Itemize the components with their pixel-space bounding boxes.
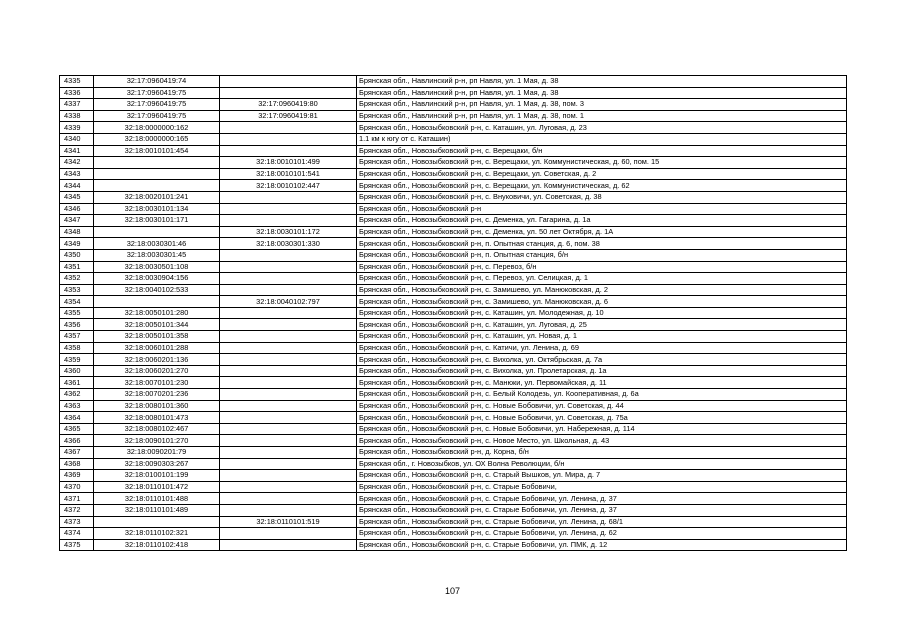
building-cadastral-cell [220, 481, 357, 493]
building-cadastral-cell [220, 87, 357, 99]
table-row [60, 342, 847, 354]
building-cadastral-cell [220, 400, 357, 412]
table-row [60, 528, 847, 540]
row-number-cell: 4351 [60, 261, 94, 273]
building-cadastral-cell [220, 423, 357, 435]
table-row [60, 261, 847, 273]
building-cadastral-cell [220, 539, 357, 551]
table-row [60, 412, 847, 424]
parcel-cadastral-cell: 32:18:0000000:162 [94, 122, 220, 134]
building-cadastral-cell: 32:18:0030101:172 [220, 226, 357, 238]
parcel-cadastral-cell: 32:18:0030301:46 [94, 238, 220, 250]
row-number-cell: 4372 [60, 504, 94, 516]
building-cadastral-cell: 32:18:0030301:330 [220, 238, 357, 250]
table-row [60, 203, 847, 215]
parcel-cadastral-cell: 32:18:0030101:134 [94, 203, 220, 215]
address-cell: Брянская обл., Новозыбковский р-н, с. Новые Бобовичи, ул. Советская, д. 44 [357, 400, 847, 412]
parcel-cadastral-cell: 32:18:0110101:488 [94, 493, 220, 505]
row-number-cell: 4366 [60, 435, 94, 447]
building-cadastral-cell: 32:18:0010101:541 [220, 168, 357, 180]
row-number-cell: 4340 [60, 133, 94, 145]
building-cadastral-cell [220, 122, 357, 134]
parcel-cadastral-cell [94, 226, 220, 238]
address-cell: Брянская обл., Новозыбковский р-н, с. Каташин, ул. Новая, д. 1 [357, 331, 847, 343]
parcel-cadastral-cell [94, 516, 220, 528]
table-row [60, 226, 847, 238]
table-row [60, 331, 847, 343]
row-number-cell: 4347 [60, 215, 94, 227]
table-row [60, 481, 847, 493]
parcel-cadastral-cell: 32:18:0110102:418 [94, 539, 220, 551]
address-cell: Брянская обл., Новозыбковский р-н, д. Корна, б/н [357, 447, 847, 459]
parcel-cadastral-cell: 32:18:0050101:344 [94, 319, 220, 331]
building-cadastral-cell [220, 447, 357, 459]
row-number-cell: 4348 [60, 226, 94, 238]
address-cell: Брянская обл., Новозыбковский р-н, с. Каташин, ул. Молодежная, д. 10 [357, 307, 847, 319]
table-row [60, 354, 847, 366]
parcel-cadastral-cell: 32:18:0090101:270 [94, 435, 220, 447]
table-row [60, 423, 847, 435]
row-number-cell: 4364 [60, 412, 94, 424]
parcel-cadastral-cell: 32:18:0080101:473 [94, 412, 220, 424]
row-number-cell: 4361 [60, 377, 94, 389]
row-number-cell: 4343 [60, 168, 94, 180]
row-number-cell: 4342 [60, 157, 94, 169]
row-number-cell: 4367 [60, 447, 94, 459]
page-number: 107 [444, 586, 461, 596]
address-cell: Брянская обл., Новозыбковский р-н, с. Манюки, ул. Первомайская, д. 11 [357, 377, 847, 389]
table-row [60, 145, 847, 157]
parcel-cadastral-cell: 32:18:0060201:270 [94, 365, 220, 377]
table-row [60, 122, 847, 134]
table-row [60, 377, 847, 389]
table-row [60, 447, 847, 459]
row-number-cell: 4357 [60, 331, 94, 343]
table-row [60, 110, 847, 122]
building-cadastral-cell [220, 493, 357, 505]
address-cell: Брянская обл., Новозыбковский р-н [357, 203, 847, 215]
row-number-cell: 4336 [60, 87, 94, 99]
address-cell: Брянская обл., Новозыбковский р-н, с. Верещаки, б/н [357, 145, 847, 157]
parcel-cadastral-cell: 32:18:0040102:533 [94, 284, 220, 296]
building-cadastral-cell [220, 133, 357, 145]
building-cadastral-cell [220, 377, 357, 389]
table-row [60, 435, 847, 447]
table-body [60, 76, 847, 551]
table-row [60, 284, 847, 296]
address-cell: Брянская обл., Новозыбковский р-н, с. Старые Бобовичи, ул. Ленина, д. 37 [357, 493, 847, 505]
parcel-cadastral-cell: 32:18:0090303:267 [94, 458, 220, 470]
address-cell: Брянская обл., Новозыбковский р-н, с. Внуковичи, ул. Советская, д. 38 [357, 191, 847, 203]
parcel-cadastral-cell: 32:17:0960419:75 [94, 110, 220, 122]
table-row [60, 458, 847, 470]
address-cell: Брянская обл., Навлинский р-н, рп Навля, ул. 1 Мая, д. 38, пом. 3 [357, 99, 847, 111]
building-cadastral-cell [220, 528, 357, 540]
parcel-cadastral-cell: 32:18:0110102:321 [94, 528, 220, 540]
table-row [60, 493, 847, 505]
row-number-cell: 4356 [60, 319, 94, 331]
table-row [60, 238, 847, 250]
parcel-cadastral-cell: 32:18:0060101:288 [94, 342, 220, 354]
address-cell: 1.1 км к югу от с. Каташин) [357, 133, 847, 145]
address-cell: Брянская обл., Новозыбковский р-н, с. Каташин, ул. Луговая, д. 23 [357, 122, 847, 134]
table-row [60, 133, 847, 145]
address-cell: Брянская обл., Новозыбковский р-н, с. Новые Бобовичи, ул. Набережная, д. 114 [357, 423, 847, 435]
table-row [60, 273, 847, 285]
table-row [60, 99, 847, 111]
building-cadastral-cell [220, 412, 357, 424]
building-cadastral-cell: 32:18:0110101:519 [220, 516, 357, 528]
row-number-cell: 4335 [60, 76, 94, 88]
row-number-cell: 4365 [60, 423, 94, 435]
row-number-cell: 4345 [60, 191, 94, 203]
address-cell: Брянская обл., Новозыбковский р-н, с. Перевоз, ул. Селицкая, д. 1 [357, 273, 847, 285]
parcel-cadastral-cell [94, 180, 220, 192]
address-cell: Брянская обл., Новозыбковский р-н, с. Перевоз, б/н [357, 261, 847, 273]
building-cadastral-cell [220, 342, 357, 354]
address-cell: Брянская обл., Новозыбковский р-н, с. Вихолка, ул. Октябрьская, д. 7а [357, 354, 847, 366]
parcel-cadastral-cell: 32:18:0020101:241 [94, 191, 220, 203]
table-row [60, 215, 847, 227]
row-number-cell: 4359 [60, 354, 94, 366]
row-number-cell: 4353 [60, 284, 94, 296]
table-row [60, 168, 847, 180]
parcel-cadastral-cell: 32:18:0080102:467 [94, 423, 220, 435]
address-cell: Брянская обл., Новозыбковский р-н, с. Катичи, ул. Ленина, д. 69 [357, 342, 847, 354]
property-registry-table [59, 75, 847, 551]
address-cell: Брянская обл., Навлинский р-н, рп Навля, ул. 1 Мая, д. 38 [357, 76, 847, 88]
row-number-cell: 4355 [60, 307, 94, 319]
building-cadastral-cell [220, 284, 357, 296]
address-cell: Брянская обл., Навлинский р-н, рп Навля, ул. 1 Мая, д. 38 [357, 87, 847, 99]
table-row [60, 296, 847, 308]
address-cell: Брянская обл., Новозыбковский р-н, с. Новое Место, ул. Школьная, д. 43 [357, 435, 847, 447]
address-cell: Брянская обл., Новозыбковский р-н, с. Старые Бобовичи, ул. Ленина, д. 62 [357, 528, 847, 540]
parcel-cadastral-cell: 32:18:0060201:136 [94, 354, 220, 366]
address-cell: Брянская обл., Новозыбковский р-н, с. Деменка, ул. Гагарина, д. 1а [357, 215, 847, 227]
row-number-cell: 4338 [60, 110, 94, 122]
parcel-cadastral-cell: 32:18:0100101:199 [94, 470, 220, 482]
table-row [60, 76, 847, 88]
building-cadastral-cell [220, 307, 357, 319]
address-cell: Брянская обл., г. Новозыбков, ул. ОХ Волна Революции, б/н [357, 458, 847, 470]
building-cadastral-cell [220, 203, 357, 215]
address-cell: Брянская обл., Новозыбковский р-н, с. Замишево, ул. Манюковская, д. 2 [357, 284, 847, 296]
parcel-cadastral-cell [94, 157, 220, 169]
parcel-cadastral-cell: 32:18:0030301:45 [94, 249, 220, 261]
building-cadastral-cell [220, 249, 357, 261]
row-number-cell: 4360 [60, 365, 94, 377]
building-cadastral-cell [220, 191, 357, 203]
address-cell: Брянская обл., Новозыбковский р-н, с. Каташин, ул. Луговая, д. 25 [357, 319, 847, 331]
parcel-cadastral-cell: 32:18:0050101:280 [94, 307, 220, 319]
row-number-cell: 4375 [60, 539, 94, 551]
building-cadastral-cell: 32:17:0960419:81 [220, 110, 357, 122]
address-cell: Брянская обл., Новозыбковский р-н, п. Опытная станция, д. 6, пом. 38 [357, 238, 847, 250]
table-row [60, 249, 847, 261]
building-cadastral-cell: 32:17:0960419:80 [220, 99, 357, 111]
address-cell: Брянская обл., Новозыбковский р-н, с. Вихолка, ул. Пролетарская, д. 1а [357, 365, 847, 377]
building-cadastral-cell [220, 273, 357, 285]
table-row [60, 400, 847, 412]
table-row [60, 87, 847, 99]
parcel-cadastral-cell: 32:18:0070101:230 [94, 377, 220, 389]
address-cell: Брянская обл., Новозыбковский р-н, с. Деменка, ул. 50 лет Октября, д. 1А [357, 226, 847, 238]
parcel-cadastral-cell: 32:18:0080101:360 [94, 400, 220, 412]
row-number-cell: 4374 [60, 528, 94, 540]
building-cadastral-cell: 32:18:0010101:499 [220, 157, 357, 169]
row-number-cell: 4373 [60, 516, 94, 528]
parcel-cadastral-cell: 32:18:0110101:489 [94, 504, 220, 516]
table-row [60, 157, 847, 169]
building-cadastral-cell [220, 319, 357, 331]
table-row [60, 180, 847, 192]
row-number-cell: 4368 [60, 458, 94, 470]
parcel-cadastral-cell: 32:18:0030101:171 [94, 215, 220, 227]
row-number-cell: 4337 [60, 99, 94, 111]
address-cell: Брянская обл., Новозыбковский р-н, с. Верещаки, ул. Коммунистическая, д. 60, пом. 15 [357, 157, 847, 169]
address-cell: Брянская обл., Новозыбковский р-н, с. Старые Бобовичи, [357, 481, 847, 493]
row-number-cell: 4349 [60, 238, 94, 250]
table-row [60, 389, 847, 401]
row-number-cell: 4339 [60, 122, 94, 134]
parcel-cadastral-cell: 32:18:0110101:472 [94, 481, 220, 493]
address-cell: Брянская обл., Новозыбковский р-н, с. Верещаки, ул. Советская, д. 2 [357, 168, 847, 180]
building-cadastral-cell [220, 470, 357, 482]
building-cadastral-cell [220, 365, 357, 377]
parcel-cadastral-cell: 32:17:0960419:74 [94, 76, 220, 88]
row-number-cell: 4362 [60, 389, 94, 401]
table-row [60, 539, 847, 551]
row-number-cell: 4354 [60, 296, 94, 308]
building-cadastral-cell [220, 145, 357, 157]
building-cadastral-cell [220, 331, 357, 343]
building-cadastral-cell [220, 354, 357, 366]
parcel-cadastral-cell: 32:17:0960419:75 [94, 87, 220, 99]
building-cadastral-cell [220, 261, 357, 273]
building-cadastral-cell [220, 215, 357, 227]
building-cadastral-cell: 32:18:0040102:797 [220, 296, 357, 308]
building-cadastral-cell: 32:18:0010102:447 [220, 180, 357, 192]
table-row [60, 365, 847, 377]
parcel-cadastral-cell: 32:17:0960419:75 [94, 99, 220, 111]
address-cell: Брянская обл., Новозыбковский р-н, с. Новые Бобовичи, ул. Советская, д. 75а [357, 412, 847, 424]
table-row [60, 191, 847, 203]
row-number-cell: 4344 [60, 180, 94, 192]
parcel-cadastral-cell: 32:18:0030501:108 [94, 261, 220, 273]
row-number-cell: 4352 [60, 273, 94, 285]
address-cell: Брянская обл., Новозыбковский р-н, с. Старый Вышков, ул. Мира, д. 7 [357, 470, 847, 482]
parcel-cadastral-cell: 32:18:0070201:236 [94, 389, 220, 401]
table-row [60, 516, 847, 528]
row-number-cell: 4350 [60, 249, 94, 261]
table-row [60, 470, 847, 482]
address-cell: Брянская обл., Новозыбковский р-н, с. Старые Бобовичи, ул. ПМК, д. 12 [357, 539, 847, 551]
parcel-cadastral-cell [94, 296, 220, 308]
building-cadastral-cell [220, 389, 357, 401]
row-number-cell: 4346 [60, 203, 94, 215]
table-row [60, 319, 847, 331]
row-number-cell: 4341 [60, 145, 94, 157]
parcel-cadastral-cell: 32:18:0010101:454 [94, 145, 220, 157]
building-cadastral-cell [220, 435, 357, 447]
parcel-cadastral-cell: 32:18:0050101:358 [94, 331, 220, 343]
parcel-cadastral-cell: 32:18:0000000:165 [94, 133, 220, 145]
row-number-cell: 4363 [60, 400, 94, 412]
address-cell: Брянская обл., Новозыбковский р-н, с. Старые Бобовичи, ул. Ленина, д. 37 [357, 504, 847, 516]
parcel-cadastral-cell: 32:18:0090201:79 [94, 447, 220, 459]
address-cell: Брянская обл., Новозыбковский р-н, с. Старые Бобовичи, ул. Ленина, д. 68/1 [357, 516, 847, 528]
address-cell: Брянская обл., Навлинский р-н, рп Навля, ул. 1 Мая, д. 38, пом. 1 [357, 110, 847, 122]
parcel-cadastral-cell [94, 168, 220, 180]
building-cadastral-cell [220, 76, 357, 88]
table-row [60, 504, 847, 516]
table-row [60, 307, 847, 319]
row-number-cell: 4371 [60, 493, 94, 505]
row-number-cell: 4370 [60, 481, 94, 493]
address-cell: Брянская обл., Новозыбковский р-н, с. Замишево, ул. Манюковская, д. 6 [357, 296, 847, 308]
building-cadastral-cell [220, 458, 357, 470]
row-number-cell: 4369 [60, 470, 94, 482]
building-cadastral-cell [220, 504, 357, 516]
address-cell: Брянская обл., Новозыбковский р-н, п. Опытная станция, б/н [357, 249, 847, 261]
address-cell: Брянская обл., Новозыбковский р-н, с. Верещаки, ул. Коммунистическая, д. 62 [357, 180, 847, 192]
address-cell: Брянская обл., Новозыбковский р-н, с. Белый Колодезь, ул. Кооперативная, д. 6а [357, 389, 847, 401]
parcel-cadastral-cell: 32:18:0030904:156 [94, 273, 220, 285]
row-number-cell: 4358 [60, 342, 94, 354]
